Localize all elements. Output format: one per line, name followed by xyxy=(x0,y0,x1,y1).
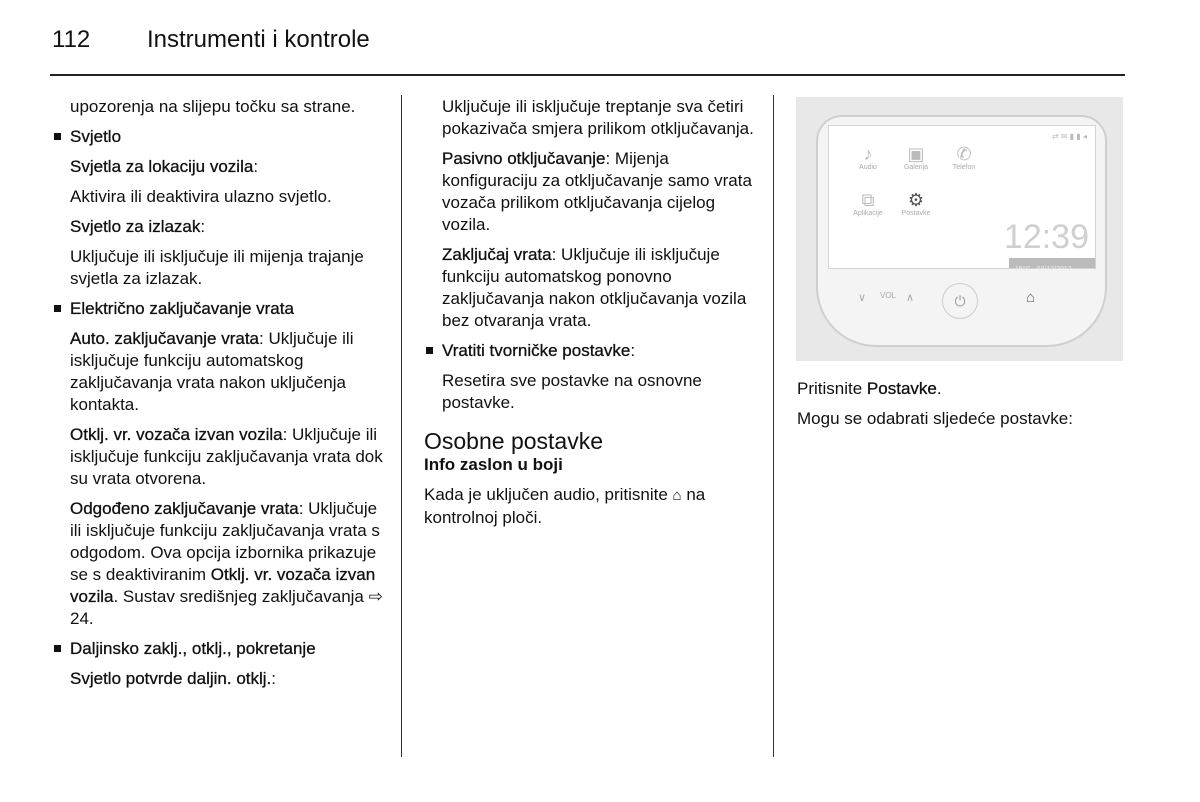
chevron-down-icon: ∨ xyxy=(858,292,867,304)
bullet-item: Vratiti tvorničke postavke: xyxy=(442,340,762,362)
paragraph: Svjetlo za izlazak: xyxy=(70,217,206,236)
display-bezel xyxy=(816,115,1107,347)
home-icon: ⌂ xyxy=(1026,289,1036,306)
date-bar: 15°C 03/12/2012 xyxy=(1009,258,1095,268)
gallery-icon: ▣ xyxy=(907,144,925,164)
paragraph: Uključuje ili isključuje ili mijenja trajanje svjetla za izlazak. xyxy=(70,247,364,288)
app-settings: ⚙ Postavke xyxy=(899,190,933,217)
paragraph: Mogu se odabrati sljedeće postavke: xyxy=(797,409,1073,428)
bullet-item: Daljinsko zaklj., otklj., pokretanje xyxy=(70,638,390,660)
volume-label: VOL xyxy=(880,291,897,300)
power-icon: ⏻ xyxy=(942,283,978,319)
column-3 xyxy=(797,378,1127,438)
paragraph: upozorenja na slijepu točku sa strane. xyxy=(70,97,356,116)
paragraph: Pritisnite Postavke. xyxy=(797,379,942,398)
status-icons: ⇄ ✉ ▮ ▮ ◂ xyxy=(1051,132,1087,141)
column-divider xyxy=(401,95,402,757)
paragraph: Aktivira ili deaktivira ulazno svjetlo. xyxy=(70,187,332,206)
section-title: Instrumenti i kontrole xyxy=(147,26,370,53)
paragraph: Uključuje ili isključuje treptanje sva četiri pokazivača smjera prilikom otključavanja. xyxy=(442,97,754,138)
subsection-heading: Info zaslon u boji xyxy=(424,455,563,474)
paragraph: Auto. zaključavanje vrata: Uključuje ili isključuje funkciju automatskog zaključavanja vrata nakon uključenja kontakta. xyxy=(70,329,354,414)
chevron-up-icon: ∧ xyxy=(906,292,915,304)
column-divider xyxy=(773,95,774,757)
header-rule xyxy=(50,74,1125,76)
paragraph: Svjetlo potvrde daljin. otklj.: xyxy=(70,669,277,688)
paragraph: Resetira sve postavke na osnovne postavke. xyxy=(442,371,702,412)
page-reference-icon: ⇨ xyxy=(368,587,383,606)
home-screen xyxy=(828,125,1096,273)
app-audio: ♪ Audio xyxy=(851,144,885,171)
section-heading: Osobne postavke xyxy=(424,428,604,454)
page-header xyxy=(52,26,370,54)
apps-icon: ⧉ xyxy=(861,190,875,210)
app-phone: ✆ Telefon xyxy=(947,144,981,171)
bullet-item: Električno zaključavanje vrata xyxy=(70,298,390,320)
infotainment-screen-illustration xyxy=(796,97,1123,361)
paragraph: Svjetla za lokaciju vozila: xyxy=(70,157,259,176)
column-2 xyxy=(424,96,762,537)
paragraph: Kada je uključen audio, pritisnite ⌂ na kontrolnoj ploči. xyxy=(424,485,706,527)
column-1 xyxy=(70,96,390,698)
paragraph: Otklj. vr. vozača izvan vozila: Uključuje ili isključuje funkciju zaključavanja vrata dok su vrata otvorena. xyxy=(70,425,383,488)
paragraph: Zaključaj vrata: Uključuje ili isključuje funkciju automatskog ponovno zaključavanja nakon otključavanja vozila bez otvaranja vrata. xyxy=(442,245,747,330)
paragraph: Pasivno otključavanje: Mijenja konfiguraciju za otključavanje samo vrata vozača prilikom otključavanja cijelog vozila. xyxy=(442,149,752,234)
control-strip xyxy=(818,277,1105,327)
app-gallery: ▣ Galerija xyxy=(899,144,933,171)
gear-icon: ⚙ xyxy=(907,190,925,210)
bullet-item: Svjetlo xyxy=(70,126,390,148)
clock: 12:39 xyxy=(1003,218,1089,256)
home-icon: ⌂ xyxy=(672,487,682,504)
music-note-icon: ♪ xyxy=(863,144,873,164)
phone-icon: ✆ xyxy=(956,144,972,164)
paragraph: Odgođeno zaključavanje vrata: Uključuje ili isključuje funkciju zaključavanja vrata s odgodom. Ova opcija izbornika prikazuje se s deaktiviranim Otklj. vr. vozača izvan vozila. Sustav središnjeg zaključavanja ⇨ 24. xyxy=(70,499,383,628)
app-applications: ⧉ Aplikacije xyxy=(851,190,885,217)
page-number: 112 xyxy=(52,26,91,53)
